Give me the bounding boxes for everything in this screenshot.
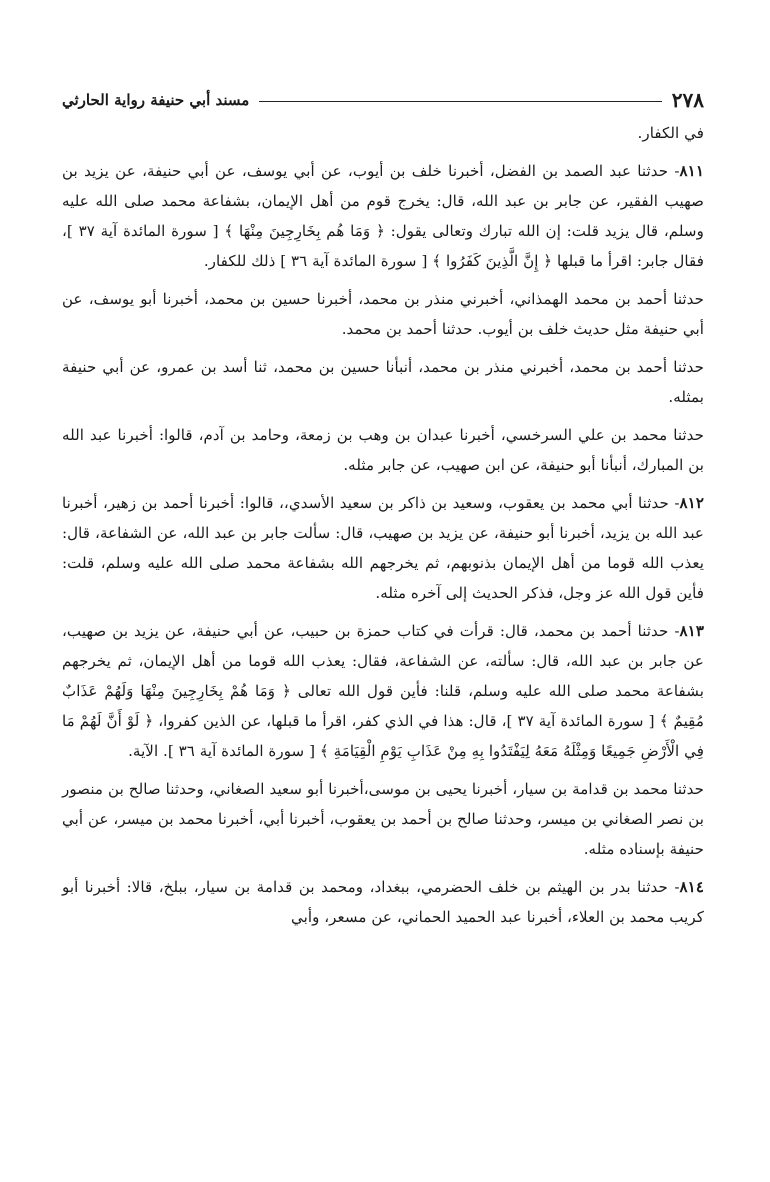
hadith-number: ٨١٣ — [679, 622, 704, 640]
hadith-813 — [62, 616, 704, 766]
page-number: ٢٧٨ — [671, 88, 704, 112]
page-body — [62, 118, 704, 940]
paragraph-text: - حدثنا بدر بن الهيثم بن خلف الحضرمي، ببغداد، ومحمد بن قدامة بن سيار، ببلخ، قالا: أخبرنا أبو كريب محمد بن العلاء، أخبرنا عبد الحميد الحماني، عن مسعر، وأبي — [62, 878, 704, 926]
hadith-812 — [62, 488, 704, 608]
paragraph — [62, 774, 704, 864]
paragraph-text: حدثنا أحمد بن محمد، أخبرني منذر بن محمد، أنبأنا حسين بن محمد، ثنا أسد بن عمرو، عن أبي حنيفة بمثله. — [62, 358, 704, 406]
paragraph — [62, 352, 704, 412]
header-rule — [259, 101, 661, 102]
paragraph — [62, 284, 704, 344]
hadith-number: ٨١٤ — [679, 878, 704, 896]
hadith-number: ٨١١ — [679, 162, 704, 180]
page-header — [62, 86, 704, 114]
paragraph-text: حدثنا محمد بن قدامة بن سيار، أخبرنا يحيى بن موسى،أخبرنا أبو سعيد الصغاني، وحدثنا صالح بن منصور بن نصر الصغاني بن ميسر، وحدثنا صالح بن أحمد بن يعقوب، أخبرنا أبي، أخبرنا محمد بن ميسر، عن أبي حنيفة بإسناده مثله. — [62, 780, 704, 858]
running-title: مسند أبي حنيفة رواية الحارثي — [62, 91, 250, 109]
paragraph-text: حدثنا محمد بن علي السرخسي، أخبرنا عبدان بن وهب بن زمعة، وحامد بن آدم، قالوا: أخبرنا عبد الله بن المبارك، أنبأنا أبو حنيفة، عن ابن صهيب، عن جابر مثله. — [62, 426, 704, 474]
paragraph-text: - حدثنا عبد الصمد بن الفضل، أخبرنا خلف بن أيوب، عن أبي يوسف، عن أبي حنيفة، عن يزيد بن صهيب الفقير، عن جابر بن عبد الله، قال: يخرج قوم من أهل الإيمان، بشفاعة محمد صلى الله عليه وسلم، قال يزيد قلت: إن الله تبارك وتعالى يقول: ﴿ وَمَا هُم بِخَارِجِينَ مِنْهَا ﴾ [ سورة المائدة آية ٣٧ ]، فقال جابر: اقرأ ما قبلها ﴿ إِنَّ الَّذِينَ كَفَرُوا ﴾ [ سورة المائدة آية ٣٦ ] ذلك للكفار. — [62, 162, 704, 270]
paragraph-text: - حدثنا أبي محمد بن يعقوب، وسعيد بن ذاكر بن سعيد الأسدي،، قالوا: أخبرنا أحمد بن زهير، أخبرنا عبد الله بن يزيد، أخبرنا أبو حنيفة، عن يزيد بن صهيب، قال: سألت جابر بن عبد الله، عن الشفاعة، قال: يعذب الله قوما من أهل الإيمان بذنوبهم، ثم يخرجهم الله بشفاعة محمد صلى الله عليه وسلم، قلت: فأين قول الله عز وجل، فذكر الحديث إلى آخره مثله. — [62, 494, 704, 602]
hadith-number: ٨١٢ — [679, 494, 704, 512]
hadith-814 — [62, 872, 704, 932]
paragraph-text: - حدثنا أحمد بن محمد، قال: قرأت في كتاب حمزة بن حبيب، عن أبي حنيفة، عن يزيد بن صهيب، عن جابر بن عبد الله، قال: سألته، عن الشفاعة، فقال: يعذب الله قوما من أهل الإيمان، ثم يخرجهم بشفاعة محمد صلى الله عليه وسلم، قلنا: فأين قول الله تعالى ﴿ وَمَا هُمْ بِخَارِجِينَ مِنْهَا وَلَهُمْ عَذَابٌ مُقِيمٌ ﴾ [ سورة المائدة آية ٣٧ ]، قال: هذا في الذي كفر، اقرأ ما قبلها، عن الذين كفروا، ﴿ لَوْ أَنَّ لَهُمْ مَا فِي الْأَرْضِ جَمِيعًا وَمِثْلَهُ مَعَهُ لِيَفْتَدُوا بِهِ مِنْ عَذَابِ يَوْمِ الْقِيَامَةِ ﴾ [ سورة المائدة آية ٣٦ ]. الآية. — [62, 622, 704, 760]
hadith-811 — [62, 156, 704, 276]
paragraph-text: في الكفار. — [637, 124, 704, 142]
paragraph — [62, 420, 704, 480]
paragraph-text: حدثنا أحمد بن محمد الهمذاني، أخبرني منذر بن محمد، أخبرنا حسين بن محمد، أخبرنا أبو يوسف، عن أبي حنيفة مثل حديث خلف بن أيوب. حدثنا أحمد بن محمد. — [62, 290, 704, 338]
paragraph — [62, 118, 704, 148]
